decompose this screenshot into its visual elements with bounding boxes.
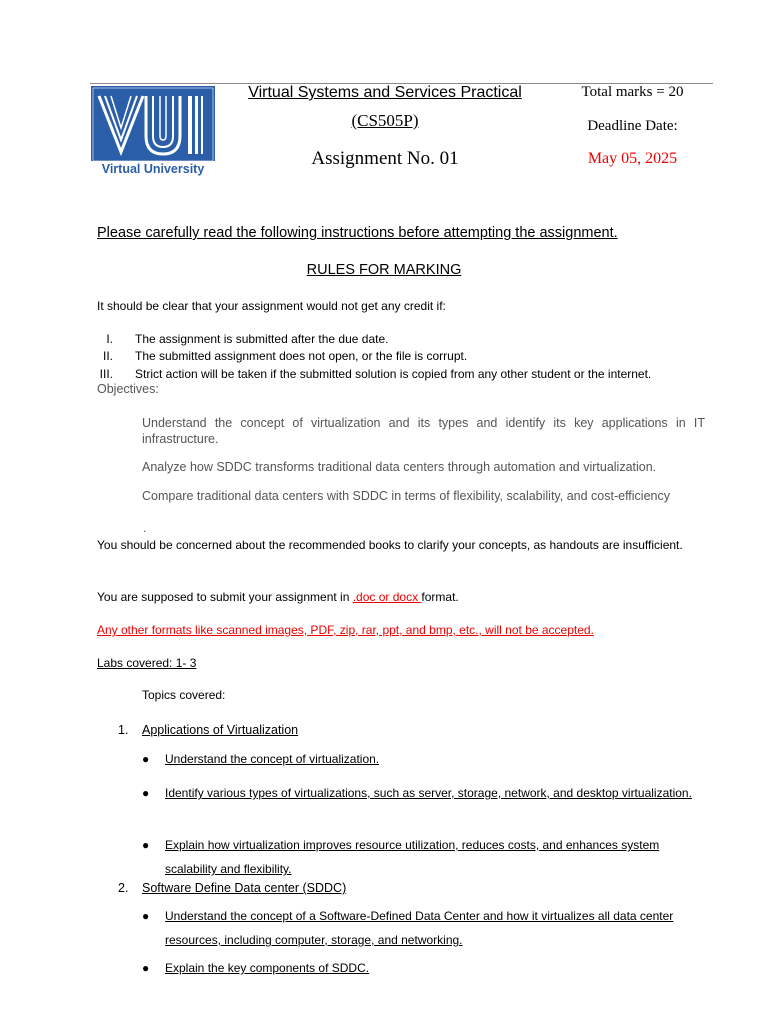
objectives-label: Objectives:	[97, 382, 159, 396]
instructions-heading: Please carefully read the following instructions before attempting the assignment.	[97, 225, 618, 241]
rule-item	[90, 332, 388, 346]
deadline-date: May 05, 2025	[587, 150, 678, 167]
bullet-icon: ●	[142, 961, 150, 975]
list-item-text: Explain how virtualization improves resource utilization, reduces costs, and enhances system scalability and flexibility.	[165, 838, 660, 876]
section-number: 2.	[118, 881, 129, 895]
course-title: Virtual Systems and Services Practical	[248, 84, 522, 101]
labs-covered: Labs covered: 1- 3	[97, 656, 197, 670]
rule-text: The submitted assignment does not open, or the file is corrupt.	[135, 349, 468, 363]
rule-number: III.	[99, 367, 113, 381]
bullet-icon: ●	[142, 909, 150, 923]
list-item-text: Identify various types of virtualizations, such as server, storage, network, and desktop virtualization.	[165, 786, 692, 800]
format-note-end: format.	[421, 590, 459, 604]
format-highlight: .doc or docx	[352, 590, 422, 604]
bullet-icon: ●	[142, 786, 150, 800]
list-item	[142, 781, 702, 805]
section-title: Applications of Virtualization	[142, 723, 299, 737]
rule-number: I.	[106, 332, 113, 346]
topics-label: Topics covered:	[142, 688, 226, 702]
objective-item: Understand the concept of virtualization and its types and identify its key applications in IT infrastructure.	[142, 416, 705, 446]
section-heading	[118, 881, 346, 895]
list-item-text: Understand the concept of virtualization.	[165, 752, 380, 766]
rule-number: II.	[102, 349, 113, 363]
rule-item	[90, 349, 467, 363]
total-marks: Total marks = 20	[581, 84, 684, 100]
format-warning: Any other formats like scanned images, PDF, zip, rar, ppt, and bmp, etc., will not be accepted.	[97, 623, 594, 637]
format-note	[97, 588, 705, 607]
assignment-number: Assignment No. 01	[311, 148, 459, 169]
virtual-university-logo	[91, 86, 215, 179]
logo-caption: Virtual University	[101, 162, 205, 176]
bullet-icon: ●	[142, 752, 150, 766]
list-item	[142, 747, 702, 771]
list-item-text: Understand the concept of a Software-Defined Data Center and how it virtualizes all data center resources, including computer, storage, and networking.	[165, 909, 674, 947]
section-number: 1.	[118, 723, 129, 737]
list-item-text: Explain the key components of SDDC.	[165, 961, 370, 975]
list-item	[142, 833, 702, 881]
section-heading	[118, 723, 298, 737]
deadline-label: Deadline Date:	[587, 118, 678, 134]
format-note-text: You are supposed to submit your assignment in	[97, 590, 353, 604]
rule-text: The assignment is submitted after the due date.	[135, 332, 389, 346]
objectives-trailing-dot: .	[143, 521, 147, 535]
rule-item	[90, 367, 651, 381]
books-note: You should be concerned about the recommended books to clarify your concepts, as handouts are insufficient.	[97, 538, 683, 552]
rule-text: Strict action will be taken if the submitted solution is copied from any other student or the internet.	[135, 367, 652, 381]
objective-item: Compare traditional data centers with SDDC in terms of flexibility, scalability, and cost-efficiency	[142, 489, 670, 503]
list-item	[142, 904, 702, 952]
objective-item: Analyze how SDDC transforms traditional data centers through automation and virtualization.	[142, 460, 657, 474]
rules-intro: It should be clear that your assignment would not get any credit if:	[97, 299, 446, 313]
rules-heading: RULES FOR MARKING	[306, 262, 462, 278]
section-title: Software Define Data center (SDDC)	[142, 881, 347, 895]
course-code: (CS505P)	[351, 111, 419, 130]
bullet-icon: ●	[142, 838, 150, 852]
list-item	[142, 956, 702, 980]
